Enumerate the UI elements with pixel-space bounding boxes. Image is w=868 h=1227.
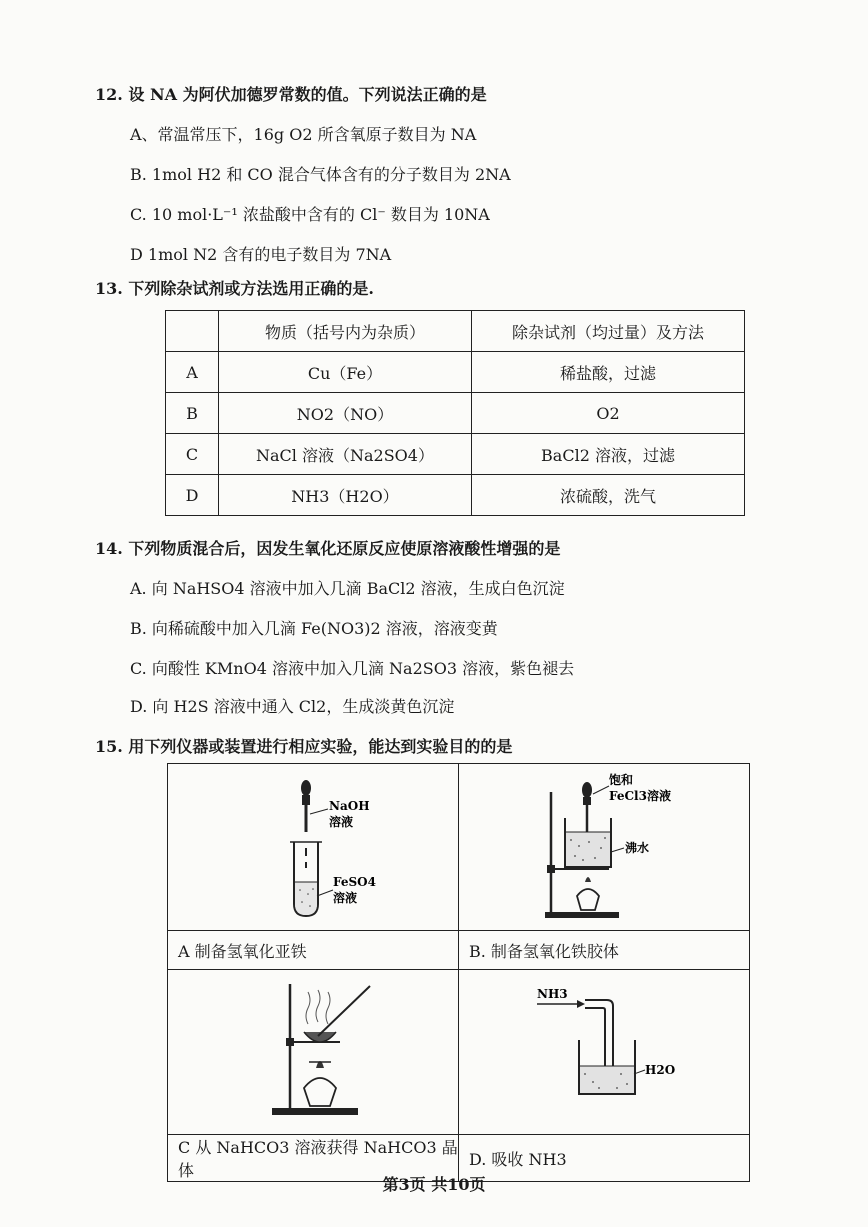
q12-option-a: A、常温常压下，16g O2 所含氧原子数目为 NA (130, 125, 477, 144)
q15-apparatus-grid (167, 763, 750, 1182)
caption-c: C 从 NaHCO3 溶液获得 NaHCO3 晶体 (168, 1135, 459, 1182)
table-row (166, 352, 745, 393)
label-feso4: FeSO4 (333, 875, 376, 889)
q14-option-b: B. 向稀硫酸中加入几滴 Fe(NO3)2 溶液，溶液变黄 (130, 619, 498, 638)
label-water: H2O (645, 1063, 676, 1077)
apparatus-a (168, 764, 459, 931)
row-key: D (166, 475, 219, 516)
colloid-heating-diagram (459, 764, 749, 926)
q14-stem: 14. 下列物质混合后，因发生氧化还原反应使原溶液酸性增强的是 (95, 539, 561, 558)
row-method: BaCl2 溶液，过滤 (472, 434, 745, 475)
caption-b: B. 制备氢氧化铁胶体 (459, 931, 750, 970)
q14-option-d: D. 向 H2S 溶液中通入 Cl2，生成淡黄色沉淀 (130, 697, 455, 716)
table-header-row (166, 311, 745, 352)
table-header-cell: 除杂试剂（均过量）及方法 (472, 311, 745, 352)
apparatus-b (459, 764, 750, 931)
row-substance: NH3（H2O） (219, 475, 472, 516)
row-key: B (166, 393, 219, 434)
table-row (166, 434, 745, 475)
q14-option-c: C. 向酸性 KMnO4 溶液中加入几滴 Na2SO3 溶液，紫色褪去 (130, 659, 575, 678)
apparatus-c (168, 970, 459, 1135)
table-header-cell (166, 311, 219, 352)
table-row (166, 475, 745, 516)
label-saturated: 饱和 (609, 773, 634, 787)
ammonia-absorption-diagram (459, 970, 749, 1130)
label-naoh-solution: 溶液 (329, 815, 354, 829)
row-substance: NaCl 溶液（Na2SO4） (219, 434, 472, 475)
table-row (166, 393, 745, 434)
row-substance: NO2（NO） (219, 393, 472, 434)
evaporating-dish-diagram (168, 970, 458, 1130)
row-method: 浓硫酸，洗气 (472, 475, 745, 516)
label-boiling-water: 沸水 (625, 841, 650, 855)
q14-option-a: A. 向 NaHSO4 溶液中加入几滴 BaCl2 溶液，生成白色沉淀 (130, 579, 565, 598)
row-key: A (166, 352, 219, 393)
row-substance: Cu（Fe） (219, 352, 472, 393)
caption-a: A 制备氢氧化亚铁 (168, 931, 459, 970)
label-naoh: NaOH (329, 799, 370, 813)
label-feso4-solution: 溶液 (333, 891, 358, 905)
q12-option-d: D 1mol N2 含有的电子数目为 7NA (130, 245, 392, 264)
label-nh3: NH3 (537, 987, 568, 1001)
row-method: 稀盐酸，过滤 (472, 352, 745, 393)
row-key: C (166, 434, 219, 475)
q12-stem: 12. 设 NA 为阿伏加德罗常数的值。下列说法正确的是 (95, 85, 487, 104)
table-header-cell: 物质（括号内为杂质） (219, 311, 472, 352)
row-method: O2 (472, 393, 745, 434)
q15-stem: 15. 用下列仪器或装置进行相应实验，能达到实验目的的是 (95, 737, 513, 756)
label-fecl3-solution: FeCl3溶液 (609, 789, 671, 803)
apparatus-d (459, 970, 750, 1135)
q12-option-c: C. 10 mol·L⁻¹ 浓盐酸中含有的 Cl⁻ 数目为 10NA (130, 205, 490, 224)
q13-table (165, 310, 745, 516)
q13-stem: 13. 下列除杂试剂或方法选用正确的是. (95, 279, 374, 298)
page-footer: 第3页 共10页 (382, 1175, 486, 1194)
q12-option-b: B. 1mol H2 和 CO 混合气体含有的分子数目为 2NA (130, 165, 511, 184)
caption-d: D. 吸收 NH3 (459, 1135, 750, 1182)
dropper-test-tube-diagram (168, 764, 458, 926)
